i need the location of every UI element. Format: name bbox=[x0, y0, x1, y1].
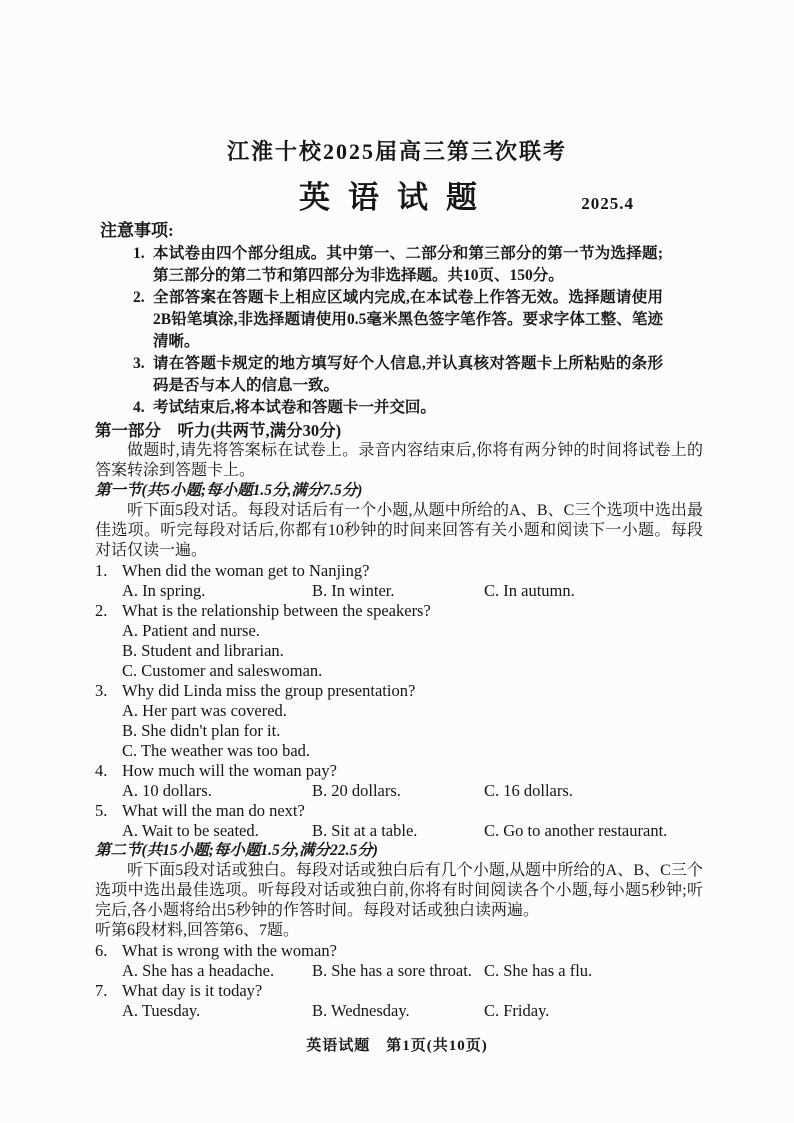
section2-instructions: 听下面5段对话或独白。每段对话或独白后有几个小题,从题中所给的A、B、C三个选项中选出最佳选项。听每段对话或独白前,你将有时间阅读各个小题,每小题5秒钟;听完后,各小题将给出5秒钟的作答时间。每段对话或独白读两遍。 bbox=[95, 862, 703, 919]
question-7-options bbox=[95, 1001, 703, 1021]
question-text: When did the woman get to Nanjing? bbox=[122, 561, 370, 580]
question-number: 6. bbox=[95, 941, 108, 960]
option-c: C. The weather was too bad. bbox=[122, 741, 311, 760]
question-3-options bbox=[95, 701, 703, 761]
option-a: A. Tuesday. bbox=[122, 1001, 201, 1020]
notice-item-text: 考试结束后,将本试卷和答题卡一并交回。 bbox=[153, 399, 436, 416]
section1-heading: 第一节(共5小题;每小题1.5分,满分7.5分) bbox=[95, 482, 363, 499]
notice-item-number: 4. bbox=[133, 399, 145, 416]
notice-item-number: 2. bbox=[133, 289, 145, 306]
question-2-options bbox=[95, 621, 703, 681]
question-text: What will the man do next? bbox=[122, 801, 305, 820]
question-text: What day is it today? bbox=[122, 981, 263, 1000]
notice-item bbox=[133, 243, 663, 287]
option-c: C. Go to another restaurant. bbox=[484, 821, 668, 840]
option-a: A. 10 dollars. bbox=[122, 781, 212, 800]
question-1-options bbox=[95, 581, 703, 601]
question-7 bbox=[95, 981, 703, 1001]
option-b: B. Sit at a table. bbox=[312, 821, 418, 840]
option-a: A. Patient and nurse. bbox=[122, 621, 260, 640]
paper-title: 英语试题 bbox=[299, 180, 495, 215]
notice-item-text: 全部答案在答题卡上相应区域内完成,在本试卷上作答无效。选择题请使用2B铅笔填涂,非选择题请使用0.5毫米黑色签字笔作答。要求字体工整、笔迹清晰。 bbox=[153, 289, 663, 350]
notice-list bbox=[133, 243, 663, 419]
option-c: C. In autumn. bbox=[484, 581, 575, 600]
option-c: C. She has a flu. bbox=[484, 961, 593, 980]
question-text: How much will the woman pay? bbox=[122, 761, 337, 780]
question-6 bbox=[95, 941, 703, 961]
paper-title-row bbox=[0, 177, 794, 219]
question-5-options bbox=[95, 821, 703, 841]
notice-item-text: 本试卷由四个部分组成。其中第一、二部分和第三部分的第一节为选择题;第三部分的第二节和第四部分为非选择题。共10页、150分。 bbox=[153, 245, 663, 284]
option-b: B. She has a sore throat. bbox=[312, 961, 472, 980]
page-footer: 英语试题 第1页(共10页) bbox=[306, 1038, 488, 1054]
question-number: 5. bbox=[95, 801, 108, 820]
question-6-options bbox=[95, 961, 703, 981]
notice-heading: 注意事项: bbox=[100, 221, 174, 240]
question-number: 3. bbox=[95, 681, 108, 700]
question-1 bbox=[95, 561, 703, 581]
option-b: B. 20 dollars. bbox=[312, 781, 401, 800]
exam-date: 2025.4 bbox=[581, 194, 634, 213]
option-a: A. Her part was covered. bbox=[122, 701, 287, 720]
question-4-options bbox=[95, 781, 703, 801]
option-a: A. Wait to be seated. bbox=[122, 821, 259, 840]
option-c: C. Customer and saleswoman. bbox=[122, 661, 323, 680]
question-4 bbox=[95, 761, 703, 781]
section1-instructions: 听下面5段对话。每段对话后有一个小题,从题中所给的A、B、C三个选项中选出最佳选项。听完每段对话后,你都有10秒钟的时间来回答有关小题和阅读下一小题。每段对话仅读一遍。 bbox=[95, 502, 703, 559]
part1-intro: 做题时,请先将答案标在试卷上。录音内容结束后,你将有两分钟的时间将试卷上的答案转涂到答题卡上。 bbox=[95, 442, 703, 479]
section2-material-note: 听第6段材料,回答第6、7题。 bbox=[95, 922, 300, 939]
question-text: What is wrong with the woman? bbox=[122, 941, 337, 960]
question-text: What is the relationship between the speakers? bbox=[122, 601, 431, 620]
notice-item-text: 请在答题卡规定的地方填写好个人信息,并认真核对答题卡上所粘贴的条形码是否与本人的信息一致。 bbox=[153, 355, 663, 394]
option-b: B. Student and librarian. bbox=[122, 641, 284, 660]
option-b: B. She didn't plan for it. bbox=[122, 721, 281, 740]
option-a: A. In spring. bbox=[122, 581, 206, 600]
question-number: 7. bbox=[95, 981, 108, 1000]
question-number: 4. bbox=[95, 761, 108, 780]
notice-item bbox=[133, 287, 663, 353]
question-3 bbox=[95, 681, 703, 701]
question-number: 1. bbox=[95, 561, 108, 580]
question-text: Why did Linda miss the group presentation? bbox=[122, 681, 416, 700]
notice-item-number: 3. bbox=[133, 355, 145, 372]
notice-item-number: 1. bbox=[133, 245, 145, 262]
part1-heading: 第一部分 听力(共两节,满分30分) bbox=[95, 421, 342, 440]
section2-heading: 第二节(共15小题;每小题1.5分,满分22.5分) bbox=[95, 842, 378, 859]
notice-item bbox=[133, 397, 663, 419]
option-c: C. 16 dollars. bbox=[484, 781, 573, 800]
question-number: 2. bbox=[95, 601, 108, 620]
option-b: B. Wednesday. bbox=[312, 1001, 410, 1020]
notice-item bbox=[133, 353, 663, 397]
option-c: C. Friday. bbox=[484, 1001, 550, 1020]
exam-body bbox=[95, 421, 703, 1021]
exam-title: 江淮十校2025届高三第三次联考 bbox=[226, 139, 567, 164]
question-5 bbox=[95, 801, 703, 821]
option-b: B. In winter. bbox=[312, 581, 395, 600]
question-2 bbox=[95, 601, 703, 621]
option-a: A. She has a headache. bbox=[122, 961, 275, 980]
